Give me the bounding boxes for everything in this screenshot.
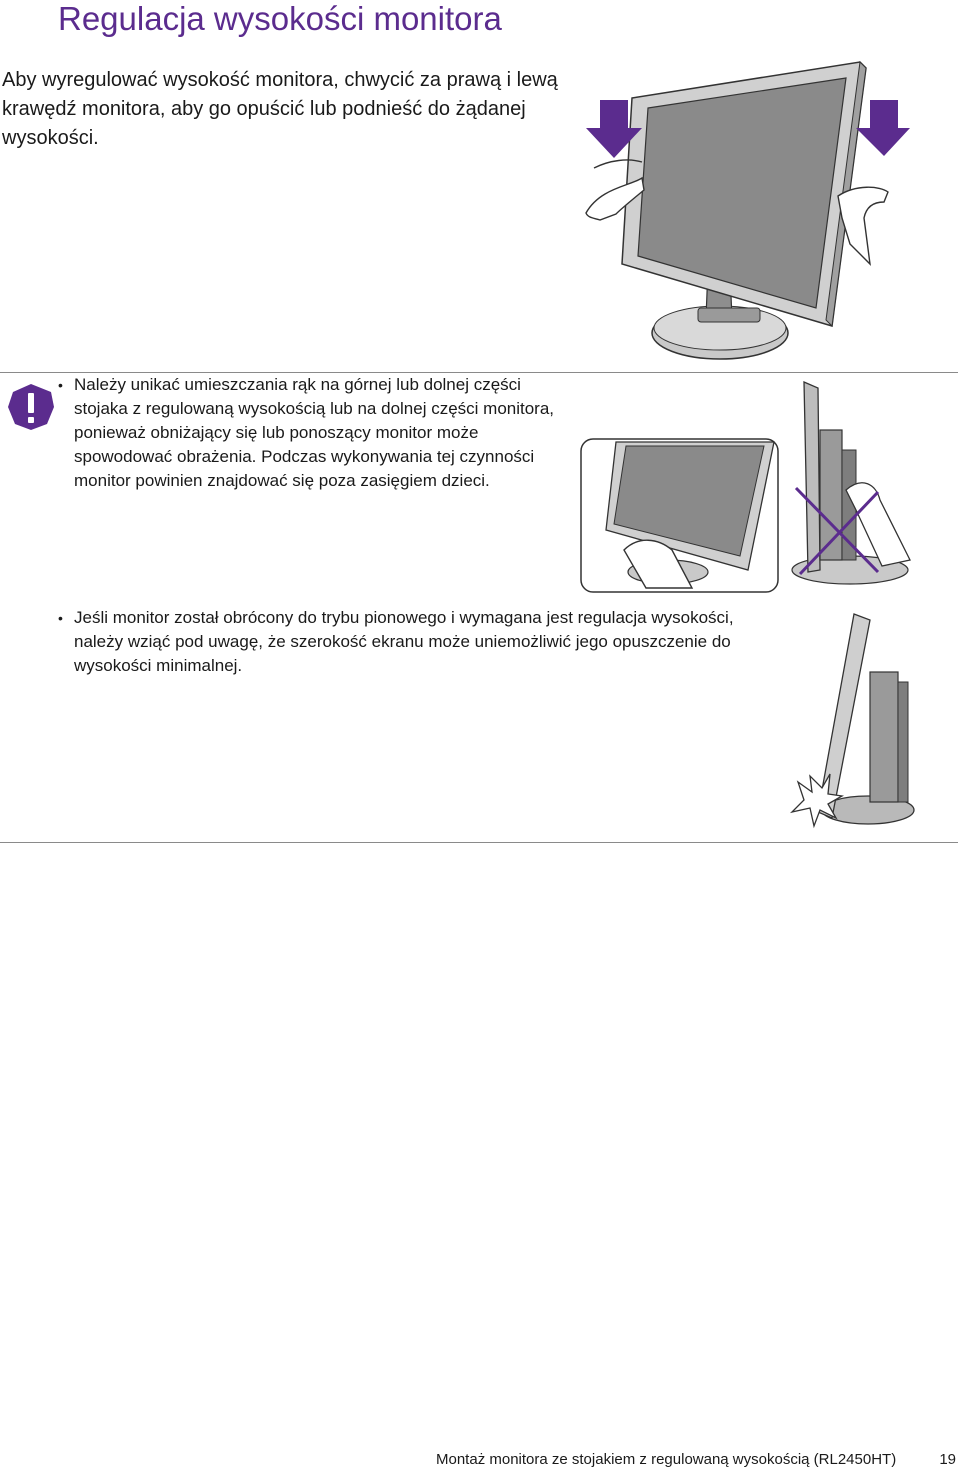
section-divider-bottom <box>0 842 958 843</box>
footer-title: Montaż monitora ze stojakiem z regulowaną wysokością (RL2450HT) <box>436 1451 897 1468</box>
page-title: Regulacja wysokości monitora <box>58 0 502 37</box>
exclamation-warning-icon <box>7 383 55 431</box>
hand-under-monitor-illustration <box>580 438 780 594</box>
side-view-crossed-illustration <box>786 380 916 586</box>
monitor-height-adjust-illustration <box>580 58 910 364</box>
portrait-mode-collision-illustration <box>788 612 920 830</box>
intro-paragraph: Aby wyregulować wysokość monitora, chwycić za prawą i lewą krawędź monitora, aby go opuścić lub podnieść do żądanej wysokości. <box>2 69 558 149</box>
down-arrow-right-icon <box>856 100 910 156</box>
warning-bullet-hands: • Należy unikać umieszczania rąk na górnej lub dolnej części stojaka z regulowaną wysokością lub na dolnej części monitora, ponieważ obniżający się lub ponoszący monitor może spowodować obrażenia. Podczas wykonywania tej czynności monitor powinien znajdować się poza zasięgiem dzieci. <box>58 373 574 493</box>
note-bullet-portrait: • Jeśli monitor został obrócony do trybu pionowego i wymagana jest regulacja wysokości, należy wziąć pod uwagę, że szerokość ekranu może uniemożliwić jego opuszczenie do wysokości minimalnej. <box>58 606 784 678</box>
page-number: 19 <box>939 1451 956 1468</box>
page-footer <box>436 1451 956 1468</box>
